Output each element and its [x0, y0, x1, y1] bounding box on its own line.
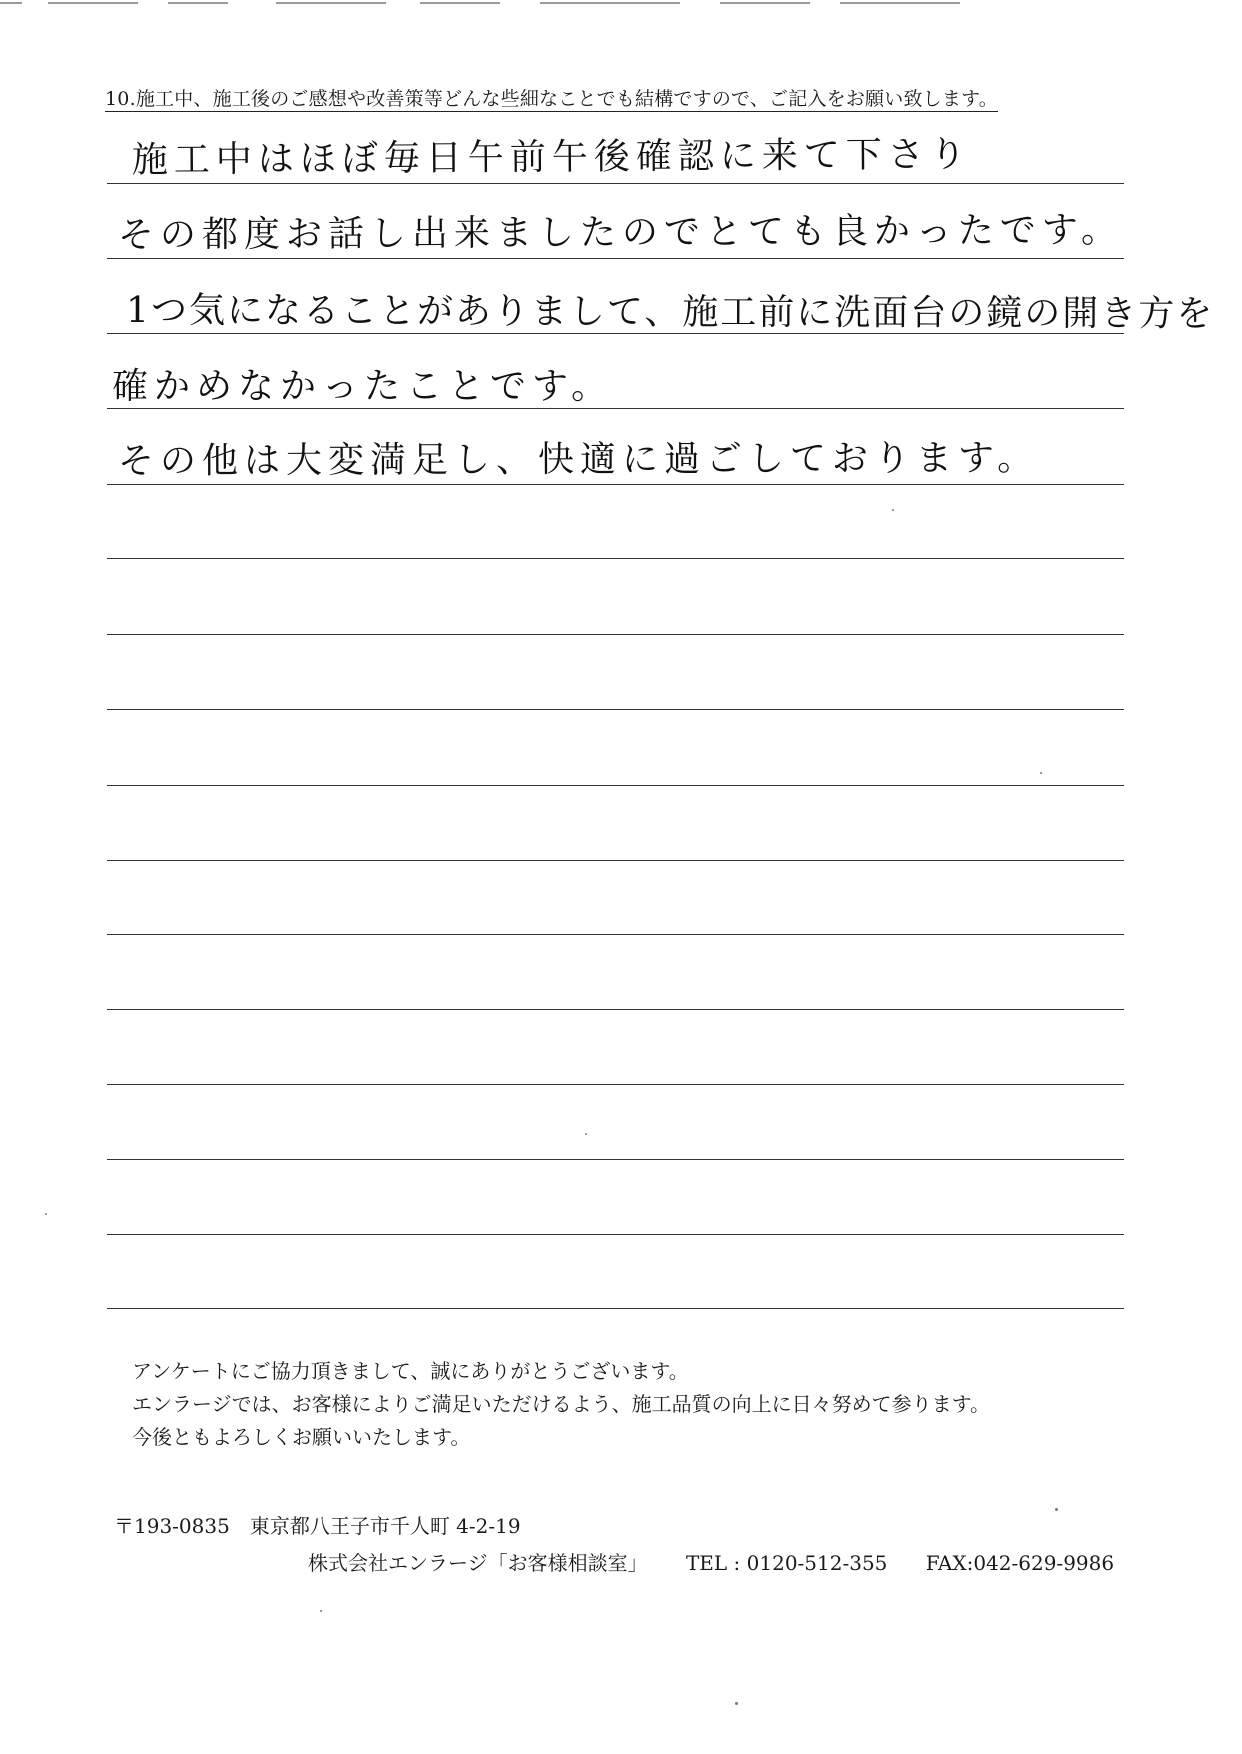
closing-line-1: アンケートにご協力頂きまして、誠にありがとうございます。 — [132, 1359, 689, 1383]
ruled-line — [107, 634, 1124, 635]
ruled-line — [107, 1308, 1124, 1309]
scan-speck — [585, 1133, 587, 1135]
ruled-line — [107, 785, 1124, 786]
company-address: 〒193-0835 東京都八王子市千人町 4-2-19 — [114, 1514, 521, 1538]
answer-line-3: 1つ気になることがありまして、施工前に洗面台の鏡の開き方を — [126, 290, 1215, 335]
closing-line-3: 今後ともよろしくお願いいたします。 — [132, 1425, 471, 1449]
ruled-line — [107, 934, 1124, 935]
closing-message — [132, 1355, 990, 1454]
scan-speck — [1040, 772, 1042, 774]
ruled-line — [107, 1084, 1124, 1085]
scan-speck — [735, 1702, 738, 1705]
answer-line-5: その他は大変満足し、快適に過ごしております。 — [117, 437, 1040, 482]
ruled-line — [107, 709, 1124, 710]
ruled-line — [107, 860, 1124, 861]
scan-speck — [320, 1610, 322, 1612]
company-name: 株式会社エンラージ「お客様相談室」 — [308, 1551, 648, 1575]
ruled-line — [107, 258, 1124, 259]
ruled-line — [107, 484, 1124, 485]
question-heading: 10.施工中、施工後のご感想や改善策等どんな些細なことでも結構ですので、ご記入をお願い致します。 — [105, 88, 998, 110]
scan-speck — [45, 1213, 47, 1215]
ruled-line — [107, 1009, 1124, 1010]
scan-speck — [1055, 1508, 1058, 1511]
answer-line-4: 確かめなかったことです。 — [112, 366, 614, 407]
answer-line-2: その都度お話し出来ましたのでとても良かったです。 — [117, 209, 1124, 256]
ruled-line — [107, 558, 1124, 559]
company-tel: TEL : 0120-512-355 — [685, 1551, 888, 1575]
company-fax: FAX:042-629-9986 — [925, 1551, 1115, 1575]
closing-line-2: エンラージでは、お客様によりご満足いただけるよう、施工品質の向上に日々努めて参ります。 — [132, 1392, 990, 1416]
ruled-line — [107, 1234, 1124, 1235]
ruled-line — [107, 408, 1124, 409]
scan-artifact — [0, 0, 1242, 6]
ruled-line — [107, 183, 1124, 184]
ruled-line — [107, 1159, 1124, 1160]
answer-line-1: 施工中はほぼ毎日午前午後確認に来て下さり — [131, 134, 972, 182]
scan-speck — [892, 509, 894, 511]
company-contact — [308, 1547, 1114, 1576]
